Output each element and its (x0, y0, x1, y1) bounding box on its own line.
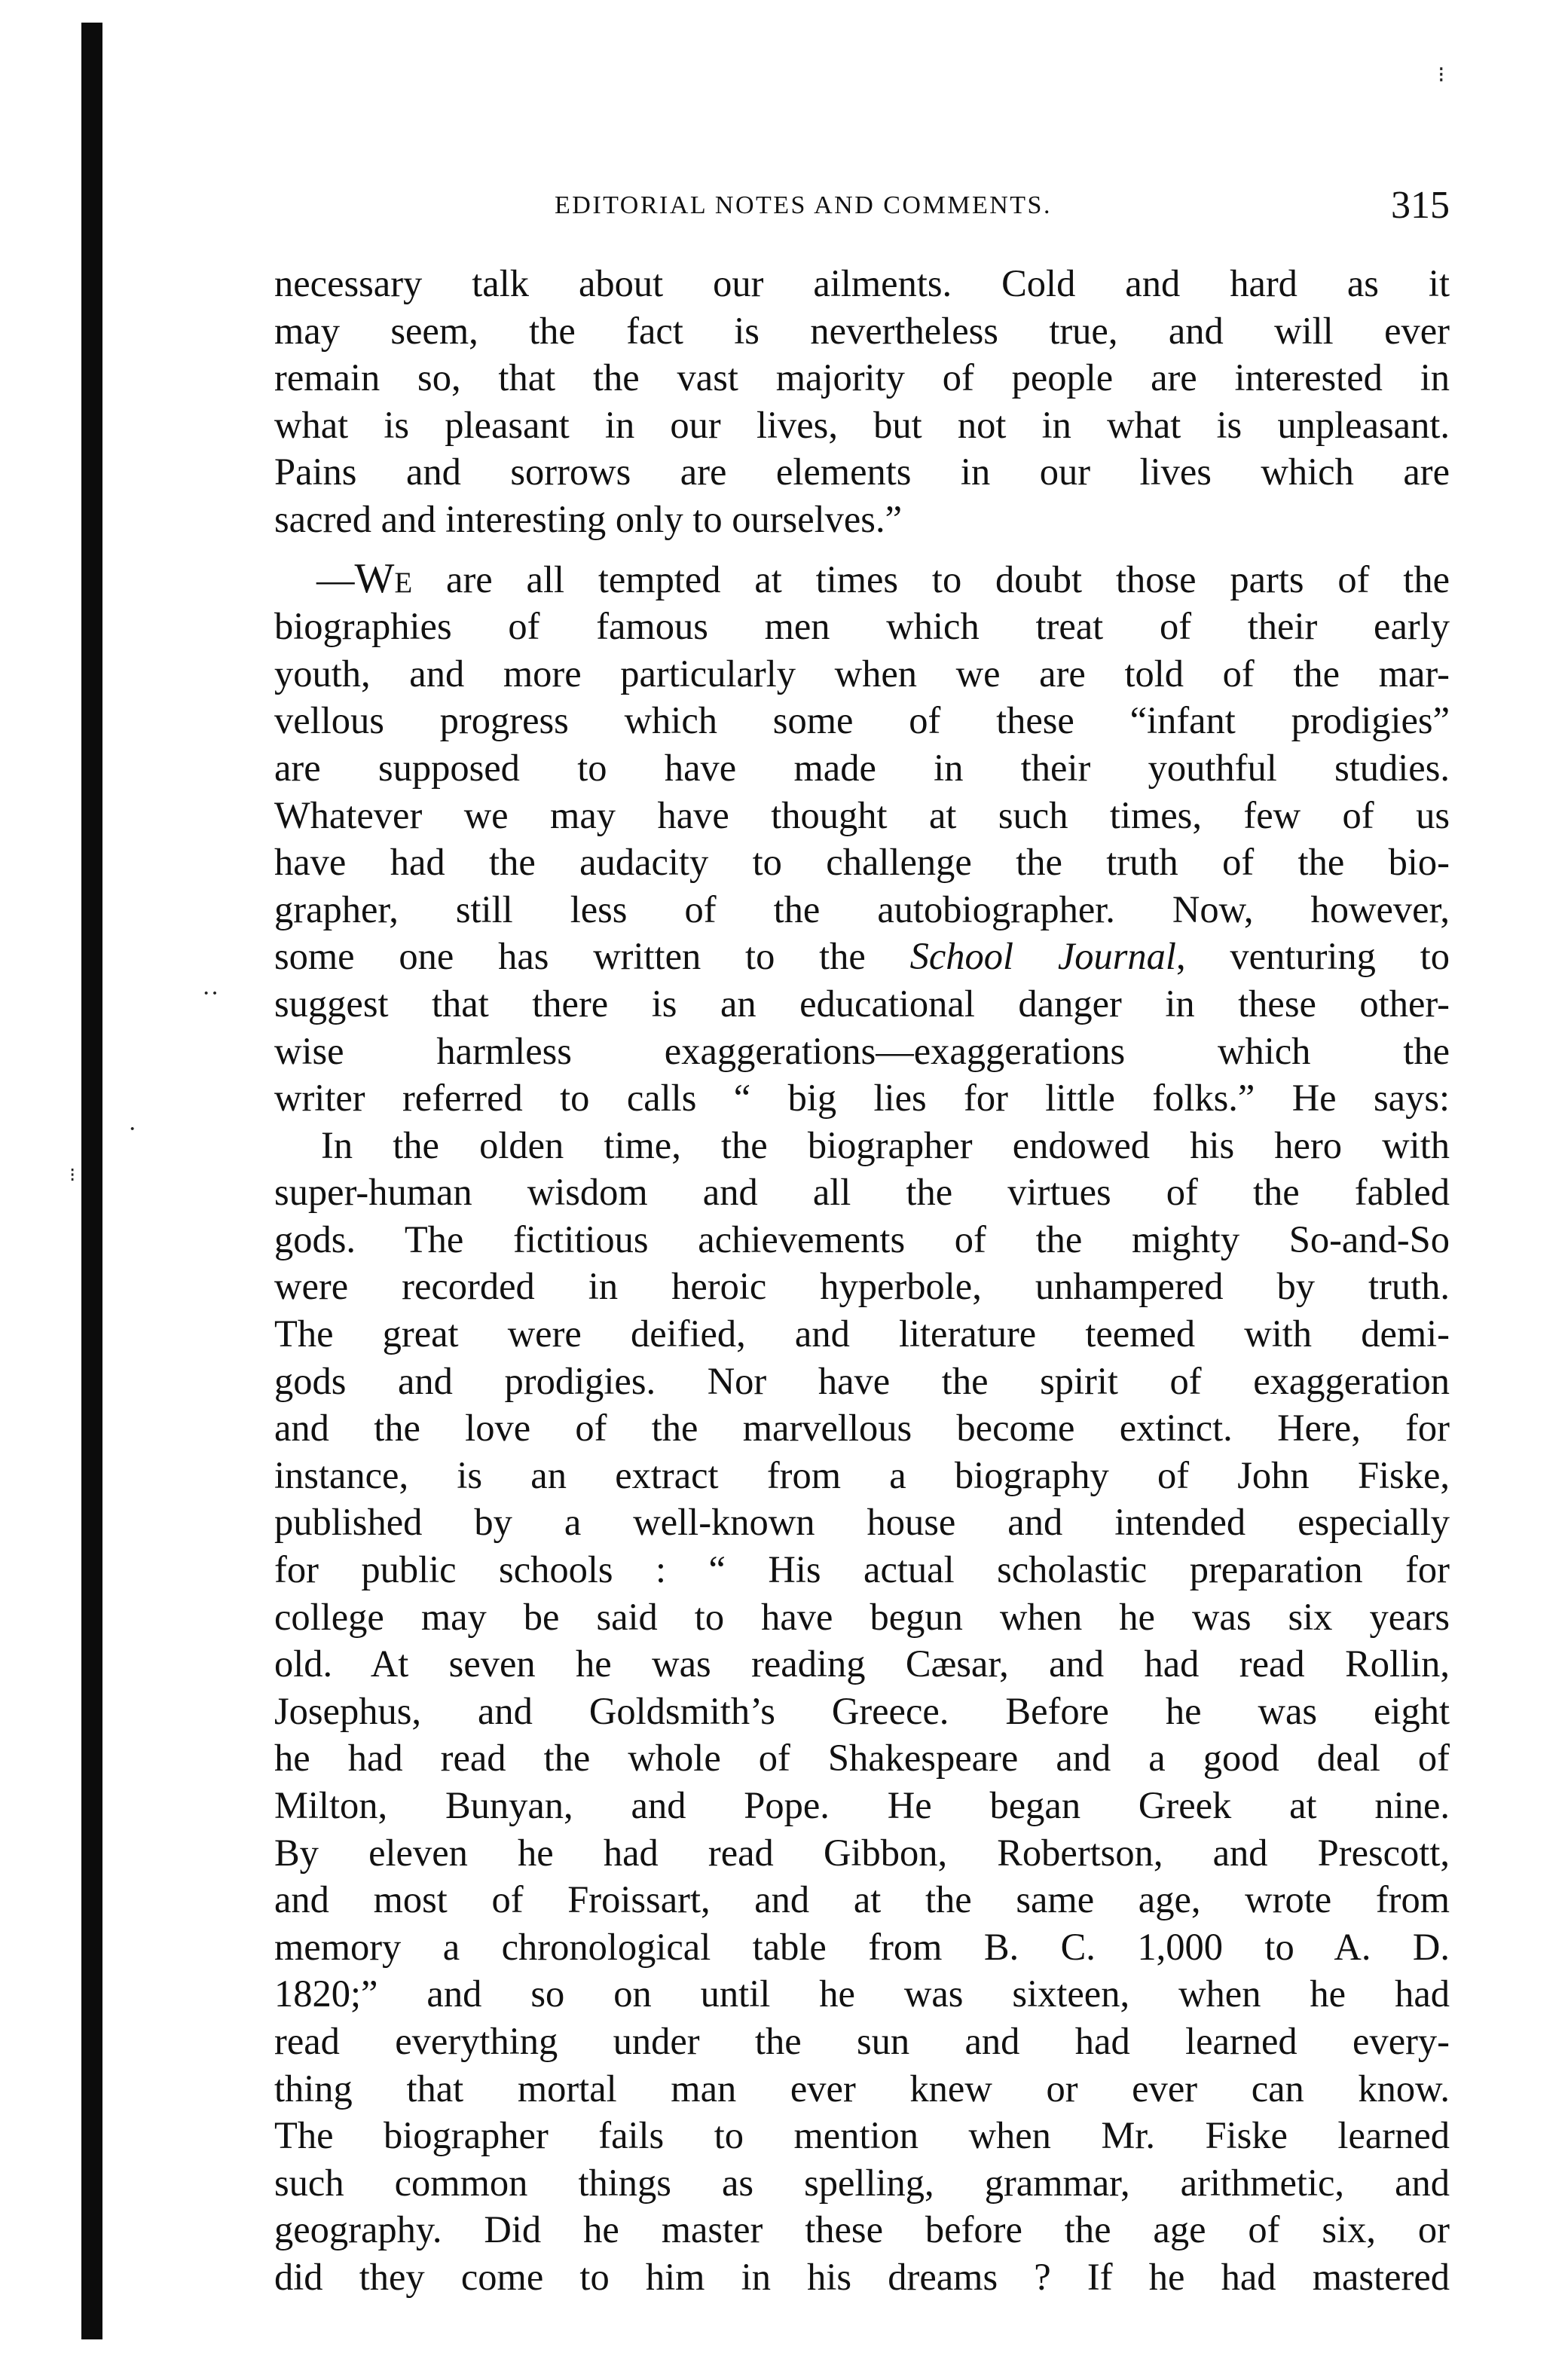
text-line: wise harmless exaggerations—exaggerations which the (274, 1029, 1450, 1072)
journal-title: School Journal (909, 935, 1176, 978)
paragraph-gap (274, 543, 1450, 555)
quote-line: thing that mortal man ever knew or ever can know. (274, 2067, 1450, 2110)
text-column (274, 260, 1450, 2301)
text-line: necessary talk about our ailments. Cold and hard as it (274, 262, 1450, 304)
text-line: may seem, the fact is nevertheless true, and will ever (274, 309, 1450, 352)
text-line-journal (274, 933, 1450, 980)
quote-line: geography. Did he master these before the age of six, or (274, 2208, 1450, 2251)
journal-line-start: some one has written to the (274, 935, 910, 978)
text-line: have had the audacity to challenge the truth of the bio- (274, 841, 1450, 884)
text-line: sacred and interesting only to ourselves.” (274, 497, 903, 540)
quote-line: Josephus, and Goldsmith’s Greece. Before he was eight (274, 1689, 1450, 1732)
page-header (277, 179, 1450, 232)
text-line: writer referred to calls “ big lies for little folks.” He says: (274, 1077, 1450, 1120)
quote-line: such common things as spelling, grammar, arithmetic, and (274, 2161, 1450, 2204)
running-head: EDITORIAL NOTES AND COMMENTS. (555, 191, 1052, 219)
quote-line: instance, is an extract from a biography of John Fiske, (274, 1453, 1450, 1496)
quote-line: did they come to him in his dreams ? If he had mastered (274, 2255, 1450, 2298)
margin-speck: ·· (202, 979, 219, 1007)
text-line: biographies of famous men which treat of their early (274, 605, 1450, 648)
quote-line: The biographer fails to mention when Mr. Fiske learned (274, 2114, 1450, 2157)
quote-line: gods and prodigies. Nor have the spirit of exaggeration (274, 1359, 1450, 1402)
quote-line: published by a well-known house and intended especially (274, 1501, 1450, 1544)
paragraph-infant-prodigies (274, 555, 1450, 1122)
small-caps-opening: We (354, 555, 413, 602)
text-line-opening (274, 555, 1450, 604)
margin-speck: ⁝ (1438, 63, 1445, 87)
text-line: are supposed to have made in their youthful studies. (274, 746, 1450, 789)
quotation-block (274, 1122, 1450, 2301)
margin-speck: · (128, 1115, 137, 1143)
quote-line: were recorded in heroic hyperbole, unhampered by truth. (274, 1265, 1450, 1308)
text-line: Pains and sorrows are elements in our lives which are (274, 451, 1450, 493)
quote-line: and the love of the marvellous become extinct. Here, for (274, 1407, 1450, 1450)
text-line: remain so, that the vast majority of people are interested in (274, 356, 1450, 399)
quote-line: college may be said to have begun when he was six years (274, 1595, 1450, 1638)
quote-line: he had read the whole of Shakespeare and a good deal of (274, 1737, 1450, 1780)
quote-line: super-human wisdom and all the virtues of the fabled (274, 1171, 1450, 1214)
quote-line: old. At seven he was reading Cæsar, and had read Rollin, (274, 1642, 1450, 1685)
quote-line: Milton, Bunyan, and Pope. He began Greek at nine. (274, 1784, 1450, 1826)
quote-line: In the olden time, the biographer endowed his hero with (321, 1123, 1450, 1166)
paragraph-ailments (274, 260, 1450, 543)
page-number: 315 (1391, 184, 1450, 227)
quote-line: 1820;” and so on until he was sixteen, when he had (274, 1972, 1450, 2015)
text-line: suggest that there is an educational danger in these other- (274, 982, 1450, 1025)
opening-text: are all tempted at times to doubt those parts of the (412, 558, 1450, 600)
journal-line-end: , venturing to (1175, 935, 1450, 978)
quote-line: The great were deified, and literature teemed with demi- (274, 1312, 1450, 1355)
text-line: youth, and more particularly when we are told of the mar- (274, 652, 1450, 695)
text-line: grapher, still less of the autobiographer. Now, however, (274, 888, 1450, 930)
text-line: vellous progress which some of these “infant prodigies” (274, 699, 1450, 742)
quote-line: By eleven he had read Gibbon, Robertson, and Prescott, (274, 1831, 1450, 1874)
quote-line: read everything under the sun and had learned every- (274, 2019, 1450, 2062)
quote-line: and most of Froissart, and at the same age, wrote from (274, 1878, 1450, 1921)
text-line: what is pleasant in our lives, but not in what is unpleasant. (274, 403, 1450, 446)
quote-line: for public schools : “ His actual scholastic preparation for (274, 1548, 1450, 1591)
binding-edge (81, 23, 102, 2339)
margin-speck: ⁝ (69, 1164, 76, 1186)
text-line: Whatever we may have thought at such times, few of us (274, 793, 1450, 836)
quote-line: gods. The fictitious achievements of the mighty So-and-So (274, 1218, 1450, 1260)
quote-line: memory a chronological table from B. C. 1,000 to A. D. (274, 1925, 1450, 1968)
em-dash: — (316, 558, 355, 600)
